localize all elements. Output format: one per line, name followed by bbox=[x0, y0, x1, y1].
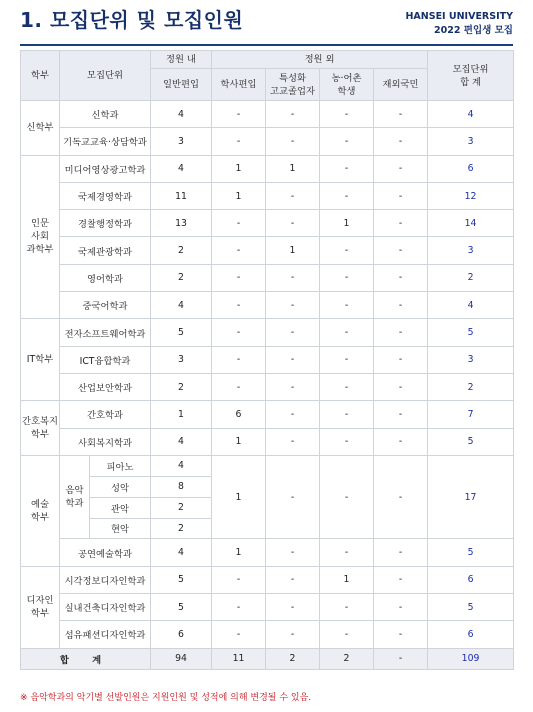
overseas-cell: - bbox=[374, 566, 428, 593]
college-cell: IT학부 bbox=[21, 319, 60, 401]
overseas-cell: - bbox=[374, 264, 428, 291]
table-row bbox=[21, 128, 514, 155]
table-row bbox=[21, 182, 514, 209]
total-cell: 3 bbox=[428, 237, 514, 264]
bachelor-cell: 1 bbox=[212, 539, 266, 566]
unit-cell: 시각정보디자인학과 bbox=[60, 566, 151, 593]
unit-cell: 신학과 bbox=[60, 101, 151, 128]
header-quota-out: 정원 외 bbox=[212, 51, 428, 69]
vocational-cell: - bbox=[266, 210, 320, 237]
total-cell: 2 bbox=[428, 264, 514, 291]
general-cell: 2 bbox=[151, 497, 212, 518]
vocational-cell: - bbox=[266, 373, 320, 400]
header-unit: 모집단위 bbox=[60, 51, 151, 101]
university-brand bbox=[405, 10, 513, 38]
sum-row bbox=[21, 648, 514, 669]
college-cell: 인문 사회 과학부 bbox=[21, 155, 60, 319]
general-cell: 8 bbox=[151, 476, 212, 497]
overseas-cell: - bbox=[374, 373, 428, 400]
bachelor-cell: - bbox=[212, 101, 266, 128]
unit-cell: ICT융합학과 bbox=[60, 346, 151, 373]
general-cell: 4 bbox=[151, 539, 212, 566]
overseas-cell: - bbox=[374, 182, 428, 209]
general-cell: 1 bbox=[151, 401, 212, 428]
brand-subtitle: 2022 편입생 모집 bbox=[434, 25, 513, 36]
table-row bbox=[21, 292, 514, 319]
total-cell: 5 bbox=[428, 539, 514, 566]
brand-name: HANSEI UNIVERSITY bbox=[405, 11, 513, 22]
vocational-cell: - bbox=[266, 539, 320, 566]
bachelor-cell: - bbox=[212, 594, 266, 621]
rural-cell: - bbox=[320, 455, 374, 539]
college-cell: 신학부 bbox=[21, 101, 60, 156]
unit-cell: 실내건축디자인학과 bbox=[60, 594, 151, 621]
bachelor-cell: - bbox=[212, 292, 266, 319]
header-bachelor: 학사편입 bbox=[212, 69, 266, 101]
instrument-cell: 관악 bbox=[90, 497, 151, 518]
title-underline bbox=[20, 44, 513, 46]
rural-cell: - bbox=[320, 621, 374, 648]
header-total: 모집단위 합 계 bbox=[428, 51, 514, 101]
bachelor-cell: - bbox=[212, 237, 266, 264]
unit-cell: 간호학과 bbox=[60, 401, 151, 428]
overseas-cell: - bbox=[374, 292, 428, 319]
instrument-cell: 성악 bbox=[90, 476, 151, 497]
table-row bbox=[21, 346, 514, 373]
header-general: 일반편입 bbox=[151, 69, 212, 101]
overseas-cell: - bbox=[374, 428, 428, 455]
general-cell: 11 bbox=[151, 182, 212, 209]
general-cell: 5 bbox=[151, 566, 212, 593]
rural-cell: 1 bbox=[320, 566, 374, 593]
bachelor-cell: - bbox=[212, 264, 266, 291]
bachelor-cell: - bbox=[212, 373, 266, 400]
rural-cell: - bbox=[320, 237, 374, 264]
unit-cell: 국제관광학과 bbox=[60, 237, 151, 264]
total-cell: 3 bbox=[428, 346, 514, 373]
vocational-cell: - bbox=[266, 182, 320, 209]
bachelor-cell: - bbox=[212, 128, 266, 155]
vocational-cell: - bbox=[266, 264, 320, 291]
instrument-cell: 피아노 bbox=[90, 455, 151, 476]
total-cell: 7 bbox=[428, 401, 514, 428]
table-row bbox=[21, 237, 514, 264]
general-cell: 3 bbox=[151, 346, 212, 373]
bachelor-cell: 1 bbox=[212, 155, 266, 182]
unit-cell: 경찰행정학과 bbox=[60, 210, 151, 237]
overseas-cell: - bbox=[374, 155, 428, 182]
header-rural: 농·어촌 학생 bbox=[320, 69, 374, 101]
general-cell: 4 bbox=[151, 455, 212, 476]
vocational-cell: - bbox=[266, 346, 320, 373]
overseas-cell: - bbox=[374, 128, 428, 155]
general-cell: 4 bbox=[151, 292, 212, 319]
general-cell: 4 bbox=[151, 155, 212, 182]
rural-cell: - bbox=[320, 128, 374, 155]
header-quota-in: 정원 내 bbox=[151, 51, 212, 69]
overseas-cell: - bbox=[374, 539, 428, 566]
general-cell: 4 bbox=[151, 428, 212, 455]
admission-quota-table bbox=[20, 50, 514, 670]
total-cell: 14 bbox=[428, 210, 514, 237]
total-cell: 6 bbox=[428, 621, 514, 648]
vocational-cell: - bbox=[266, 594, 320, 621]
general-cell: 5 bbox=[151, 319, 212, 346]
general-cell: 2 bbox=[151, 237, 212, 264]
rural-cell: - bbox=[320, 155, 374, 182]
sum-vocational-cell: 2 bbox=[266, 648, 320, 669]
table-row bbox=[21, 319, 514, 346]
rural-cell: 1 bbox=[320, 210, 374, 237]
unit-cell: 중국어학과 bbox=[60, 292, 151, 319]
general-cell: 5 bbox=[151, 594, 212, 621]
vocational-cell: - bbox=[266, 455, 320, 539]
general-cell: 3 bbox=[151, 128, 212, 155]
sum-rural-cell: 2 bbox=[320, 648, 374, 669]
general-cell: 13 bbox=[151, 210, 212, 237]
vocational-cell: - bbox=[266, 401, 320, 428]
bachelor-cell: 1 bbox=[212, 428, 266, 455]
table-row bbox=[21, 401, 514, 428]
overseas-cell: - bbox=[374, 594, 428, 621]
header-overseas: 재외국민 bbox=[374, 69, 428, 101]
bachelor-cell: - bbox=[212, 566, 266, 593]
unit-cell: 전자소프트웨어학과 bbox=[60, 319, 151, 346]
rural-cell: - bbox=[320, 319, 374, 346]
bachelor-cell: - bbox=[212, 621, 266, 648]
bachelor-cell: - bbox=[212, 346, 266, 373]
vocational-cell: - bbox=[266, 292, 320, 319]
rural-cell: - bbox=[320, 101, 374, 128]
overseas-cell: - bbox=[374, 455, 428, 539]
college-cell: 디자인 학부 bbox=[21, 566, 60, 648]
total-cell: 3 bbox=[428, 128, 514, 155]
overseas-cell: - bbox=[374, 346, 428, 373]
bachelor-cell: - bbox=[212, 210, 266, 237]
table-row bbox=[21, 621, 514, 648]
college-cell: 간호복지 학부 bbox=[21, 401, 60, 456]
overseas-cell: - bbox=[374, 319, 428, 346]
rural-cell: - bbox=[320, 182, 374, 209]
table-row bbox=[21, 428, 514, 455]
bachelor-cell: 1 bbox=[212, 455, 266, 539]
table-row bbox=[21, 594, 514, 621]
total-cell: 4 bbox=[428, 101, 514, 128]
general-cell: 6 bbox=[151, 621, 212, 648]
unit-cell: 미디어영상광고학과 bbox=[60, 155, 151, 182]
rural-cell: - bbox=[320, 373, 374, 400]
music-dept-cell: 음악 학과 bbox=[60, 455, 90, 539]
rural-cell: - bbox=[320, 539, 374, 566]
unit-cell: 산업보안학과 bbox=[60, 373, 151, 400]
vocational-cell: - bbox=[266, 319, 320, 346]
vocational-cell: - bbox=[266, 621, 320, 648]
footnote: ※ 음악학과의 악기별 선발인원은 지원인원 및 성적에 의해 변경될 수 있음. bbox=[20, 693, 312, 703]
vocational-cell: 1 bbox=[266, 237, 320, 264]
sum-overseas-cell: - bbox=[374, 648, 428, 669]
table-row bbox=[21, 210, 514, 237]
rural-cell: - bbox=[320, 594, 374, 621]
page-title: 1. 모집단위 및 모집인원 bbox=[20, 8, 244, 32]
overseas-cell: - bbox=[374, 621, 428, 648]
rural-cell: - bbox=[320, 292, 374, 319]
unit-cell: 영어학과 bbox=[60, 264, 151, 291]
total-cell: 5 bbox=[428, 428, 514, 455]
total-cell: 12 bbox=[428, 182, 514, 209]
rural-cell: - bbox=[320, 401, 374, 428]
total-cell: 5 bbox=[428, 319, 514, 346]
table-row bbox=[21, 101, 514, 128]
vocational-cell: - bbox=[266, 101, 320, 128]
general-cell: 2 bbox=[151, 264, 212, 291]
unit-cell: 섬유패션디자인학과 bbox=[60, 621, 151, 648]
header-college: 학부 bbox=[21, 51, 60, 101]
vocational-cell: - bbox=[266, 566, 320, 593]
table-row bbox=[21, 539, 514, 566]
general-cell: 4 bbox=[151, 101, 212, 128]
general-cell: 2 bbox=[151, 518, 212, 539]
bachelor-cell: 1 bbox=[212, 182, 266, 209]
total-cell: 5 bbox=[428, 594, 514, 621]
rural-cell: - bbox=[320, 264, 374, 291]
vocational-cell: - bbox=[266, 128, 320, 155]
total-cell: 6 bbox=[428, 566, 514, 593]
bachelor-cell: 6 bbox=[212, 401, 266, 428]
header-row bbox=[21, 51, 514, 69]
rural-cell: - bbox=[320, 428, 374, 455]
vocational-cell: 1 bbox=[266, 155, 320, 182]
header-vocational: 특성화 고교졸업자 bbox=[266, 69, 320, 101]
overseas-cell: - bbox=[374, 101, 428, 128]
unit-cell: 국제경영학과 bbox=[60, 182, 151, 209]
general-cell: 2 bbox=[151, 373, 212, 400]
table-row bbox=[21, 264, 514, 291]
table-row bbox=[21, 373, 514, 400]
unit-cell: 기독교교육·상담학과 bbox=[60, 128, 151, 155]
sum-total-cell: 109 bbox=[428, 648, 514, 669]
bachelor-cell: - bbox=[212, 319, 266, 346]
vocational-cell: - bbox=[266, 428, 320, 455]
overseas-cell: - bbox=[374, 210, 428, 237]
unit-cell: 사회복지학과 bbox=[60, 428, 151, 455]
total-cell: 6 bbox=[428, 155, 514, 182]
rural-cell: - bbox=[320, 346, 374, 373]
total-cell: 2 bbox=[428, 373, 514, 400]
unit-cell: 공연예술학과 bbox=[60, 539, 151, 566]
instrument-cell: 현악 bbox=[90, 518, 151, 539]
table-row bbox=[21, 455, 514, 476]
sum-bachelor-cell: 11 bbox=[212, 648, 266, 669]
sum-label: 합 계 bbox=[21, 648, 151, 669]
overseas-cell: - bbox=[374, 237, 428, 264]
overseas-cell: - bbox=[374, 401, 428, 428]
college-cell: 예술 학부 bbox=[21, 455, 60, 566]
sum-general-cell: 94 bbox=[151, 648, 212, 669]
total-cell: 4 bbox=[428, 292, 514, 319]
total-cell: 17 bbox=[428, 455, 514, 539]
table-row bbox=[21, 566, 514, 593]
table-row bbox=[21, 155, 514, 182]
